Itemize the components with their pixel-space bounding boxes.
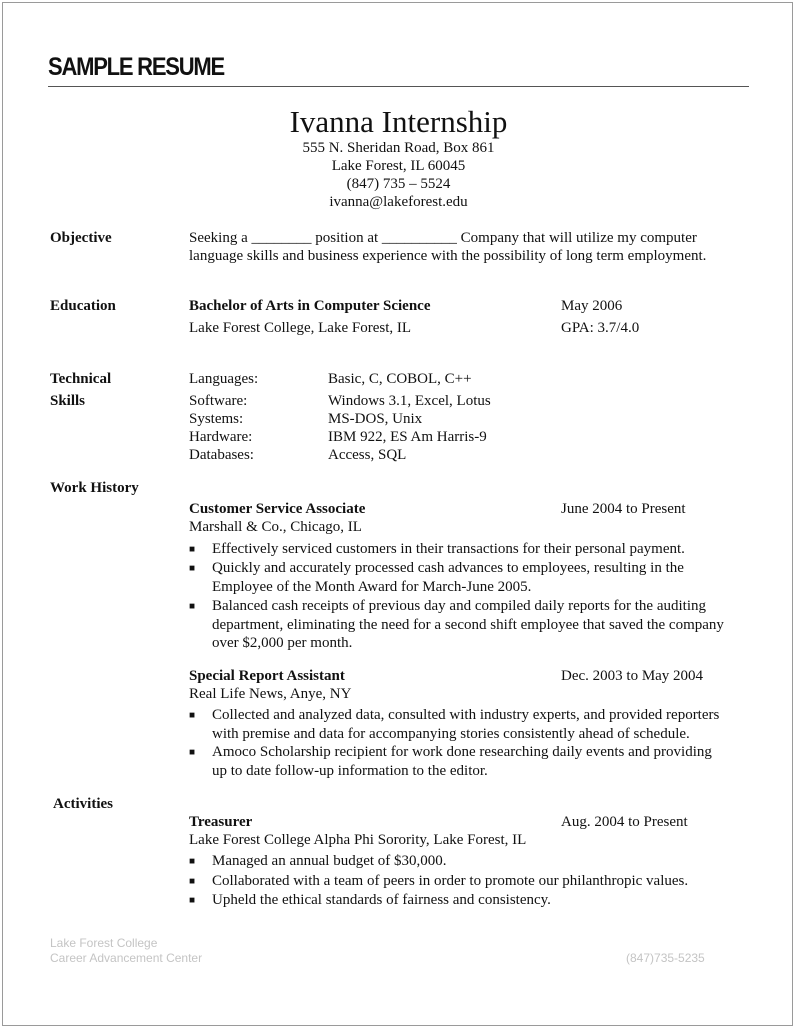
bullet-text-line: Managed an annual budget of $30,000. bbox=[212, 853, 447, 869]
bullet-text-line: Quickly and accurately processed cash advances to employees, resulting in the bbox=[212, 560, 684, 576]
footer-phone: (847)735-5235 bbox=[626, 951, 705, 965]
bullet-text-line: Collected and analyzed data, consulted with industry experts, and provided reporters bbox=[212, 707, 720, 723]
job-date: Dec. 2003 to May 2004 bbox=[561, 668, 704, 684]
objective-heading: Objective bbox=[50, 230, 112, 246]
skill-value: Basic, C, COBOL, C++ bbox=[328, 371, 472, 387]
bullet-text-line: over $2,000 per month. bbox=[212, 635, 353, 651]
bullet-icon: ■ bbox=[189, 747, 196, 758]
skill-value: Windows 3.1, Excel, Lotus bbox=[328, 393, 491, 409]
bullet-icon: ■ bbox=[189, 856, 196, 867]
job-title: Special Report Assistant bbox=[189, 668, 345, 684]
education-heading: Education bbox=[50, 298, 116, 314]
bullet-icon: ■ bbox=[189, 544, 196, 555]
address-line: 555 N. Sheridan Road, Box 861 bbox=[302, 140, 495, 156]
gpa: GPA: 3.7/4.0 bbox=[561, 320, 640, 336]
bullet-icon: ■ bbox=[189, 876, 196, 887]
job-date: June 2004 to Present bbox=[561, 501, 686, 517]
footer-college: Lake Forest College bbox=[50, 936, 158, 950]
activity-title: Treasurer bbox=[189, 814, 253, 830]
bullet-text-line: department, eliminating the need for a second shift employee that saved the company bbox=[212, 616, 724, 633]
activities-heading: Activities bbox=[53, 796, 113, 812]
work-history-heading: Work History bbox=[50, 480, 139, 496]
skill-key: Software: bbox=[189, 393, 248, 409]
activity-date: Aug. 2004 to Present bbox=[561, 814, 688, 830]
skill-key: Databases: bbox=[189, 447, 254, 463]
bullet-icon: ■ bbox=[189, 563, 196, 574]
objective-text-line: Seeking a ________ position at __________ Company that will utilize my computer bbox=[189, 230, 697, 246]
degree: Bachelor of Arts in Computer Science bbox=[189, 298, 431, 314]
bullet-icon: ■ bbox=[189, 601, 196, 612]
bullet-text-line: Balanced cash receipts of previous day and compiled daily reports for the auditing bbox=[212, 598, 707, 614]
header-rule bbox=[48, 86, 749, 87]
bullet-icon: ■ bbox=[189, 895, 196, 906]
bullet-text-line: up to date follow-up information to the editor. bbox=[212, 762, 488, 779]
bullet-text-line: Effectively serviced customers in their transactions for their personal payment. bbox=[212, 541, 685, 557]
job-org: Marshall & Co., Chicago, IL bbox=[189, 519, 362, 535]
objective-text-line: language skills and business experience with the possibility of long term employment. bbox=[189, 248, 707, 264]
skill-value: MS-DOS, Unix bbox=[328, 411, 423, 427]
skill-value: Access, SQL bbox=[328, 447, 407, 463]
bullet-text-line: with premise and data for accompanying stories consistently ahead of schedule. bbox=[212, 725, 690, 742]
skill-key: Languages: bbox=[189, 371, 259, 387]
brand-heading: SAMPLE RESUME bbox=[48, 53, 224, 81]
activity-org: Lake Forest College Alpha Phi Sorority, Lake Forest, IL bbox=[189, 832, 527, 848]
bullet-text-line: Employee of the Month Award for March-June 2005. bbox=[212, 578, 532, 595]
email-line: ivanna@lakeforest.edu bbox=[329, 194, 468, 210]
skill-value: IBM 922, ES Am Harris-9 bbox=[328, 429, 487, 445]
skill-key: Systems: bbox=[189, 411, 244, 427]
job-org: Real Life News, Anye, NY bbox=[189, 686, 352, 702]
skill-key: Hardware: bbox=[189, 429, 253, 445]
skills-heading: Skills bbox=[50, 393, 86, 409]
bullet-text-line: Upheld the ethical standards of fairness and consistency. bbox=[212, 892, 551, 908]
city-line: Lake Forest, IL 60045 bbox=[331, 158, 466, 174]
skills-heading: Technical bbox=[50, 371, 112, 387]
footer-office: Career Advancement Center bbox=[50, 951, 203, 965]
bullet-text-line: Amoco Scholarship recipient for work done researching daily events and providing bbox=[212, 744, 712, 760]
school: Lake Forest College, Lake Forest, IL bbox=[189, 320, 412, 336]
phone-line: (847) 735 – 5524 bbox=[346, 176, 451, 192]
graduation-date: May 2006 bbox=[561, 298, 623, 314]
bullet-text-line: Collaborated with a team of peers in order to promote our philanthropic values. bbox=[212, 873, 689, 889]
candidate-name: Ivanna Internship bbox=[289, 104, 508, 139]
job-title: Customer Service Associate bbox=[189, 501, 366, 517]
bullet-icon: ■ bbox=[189, 710, 196, 721]
